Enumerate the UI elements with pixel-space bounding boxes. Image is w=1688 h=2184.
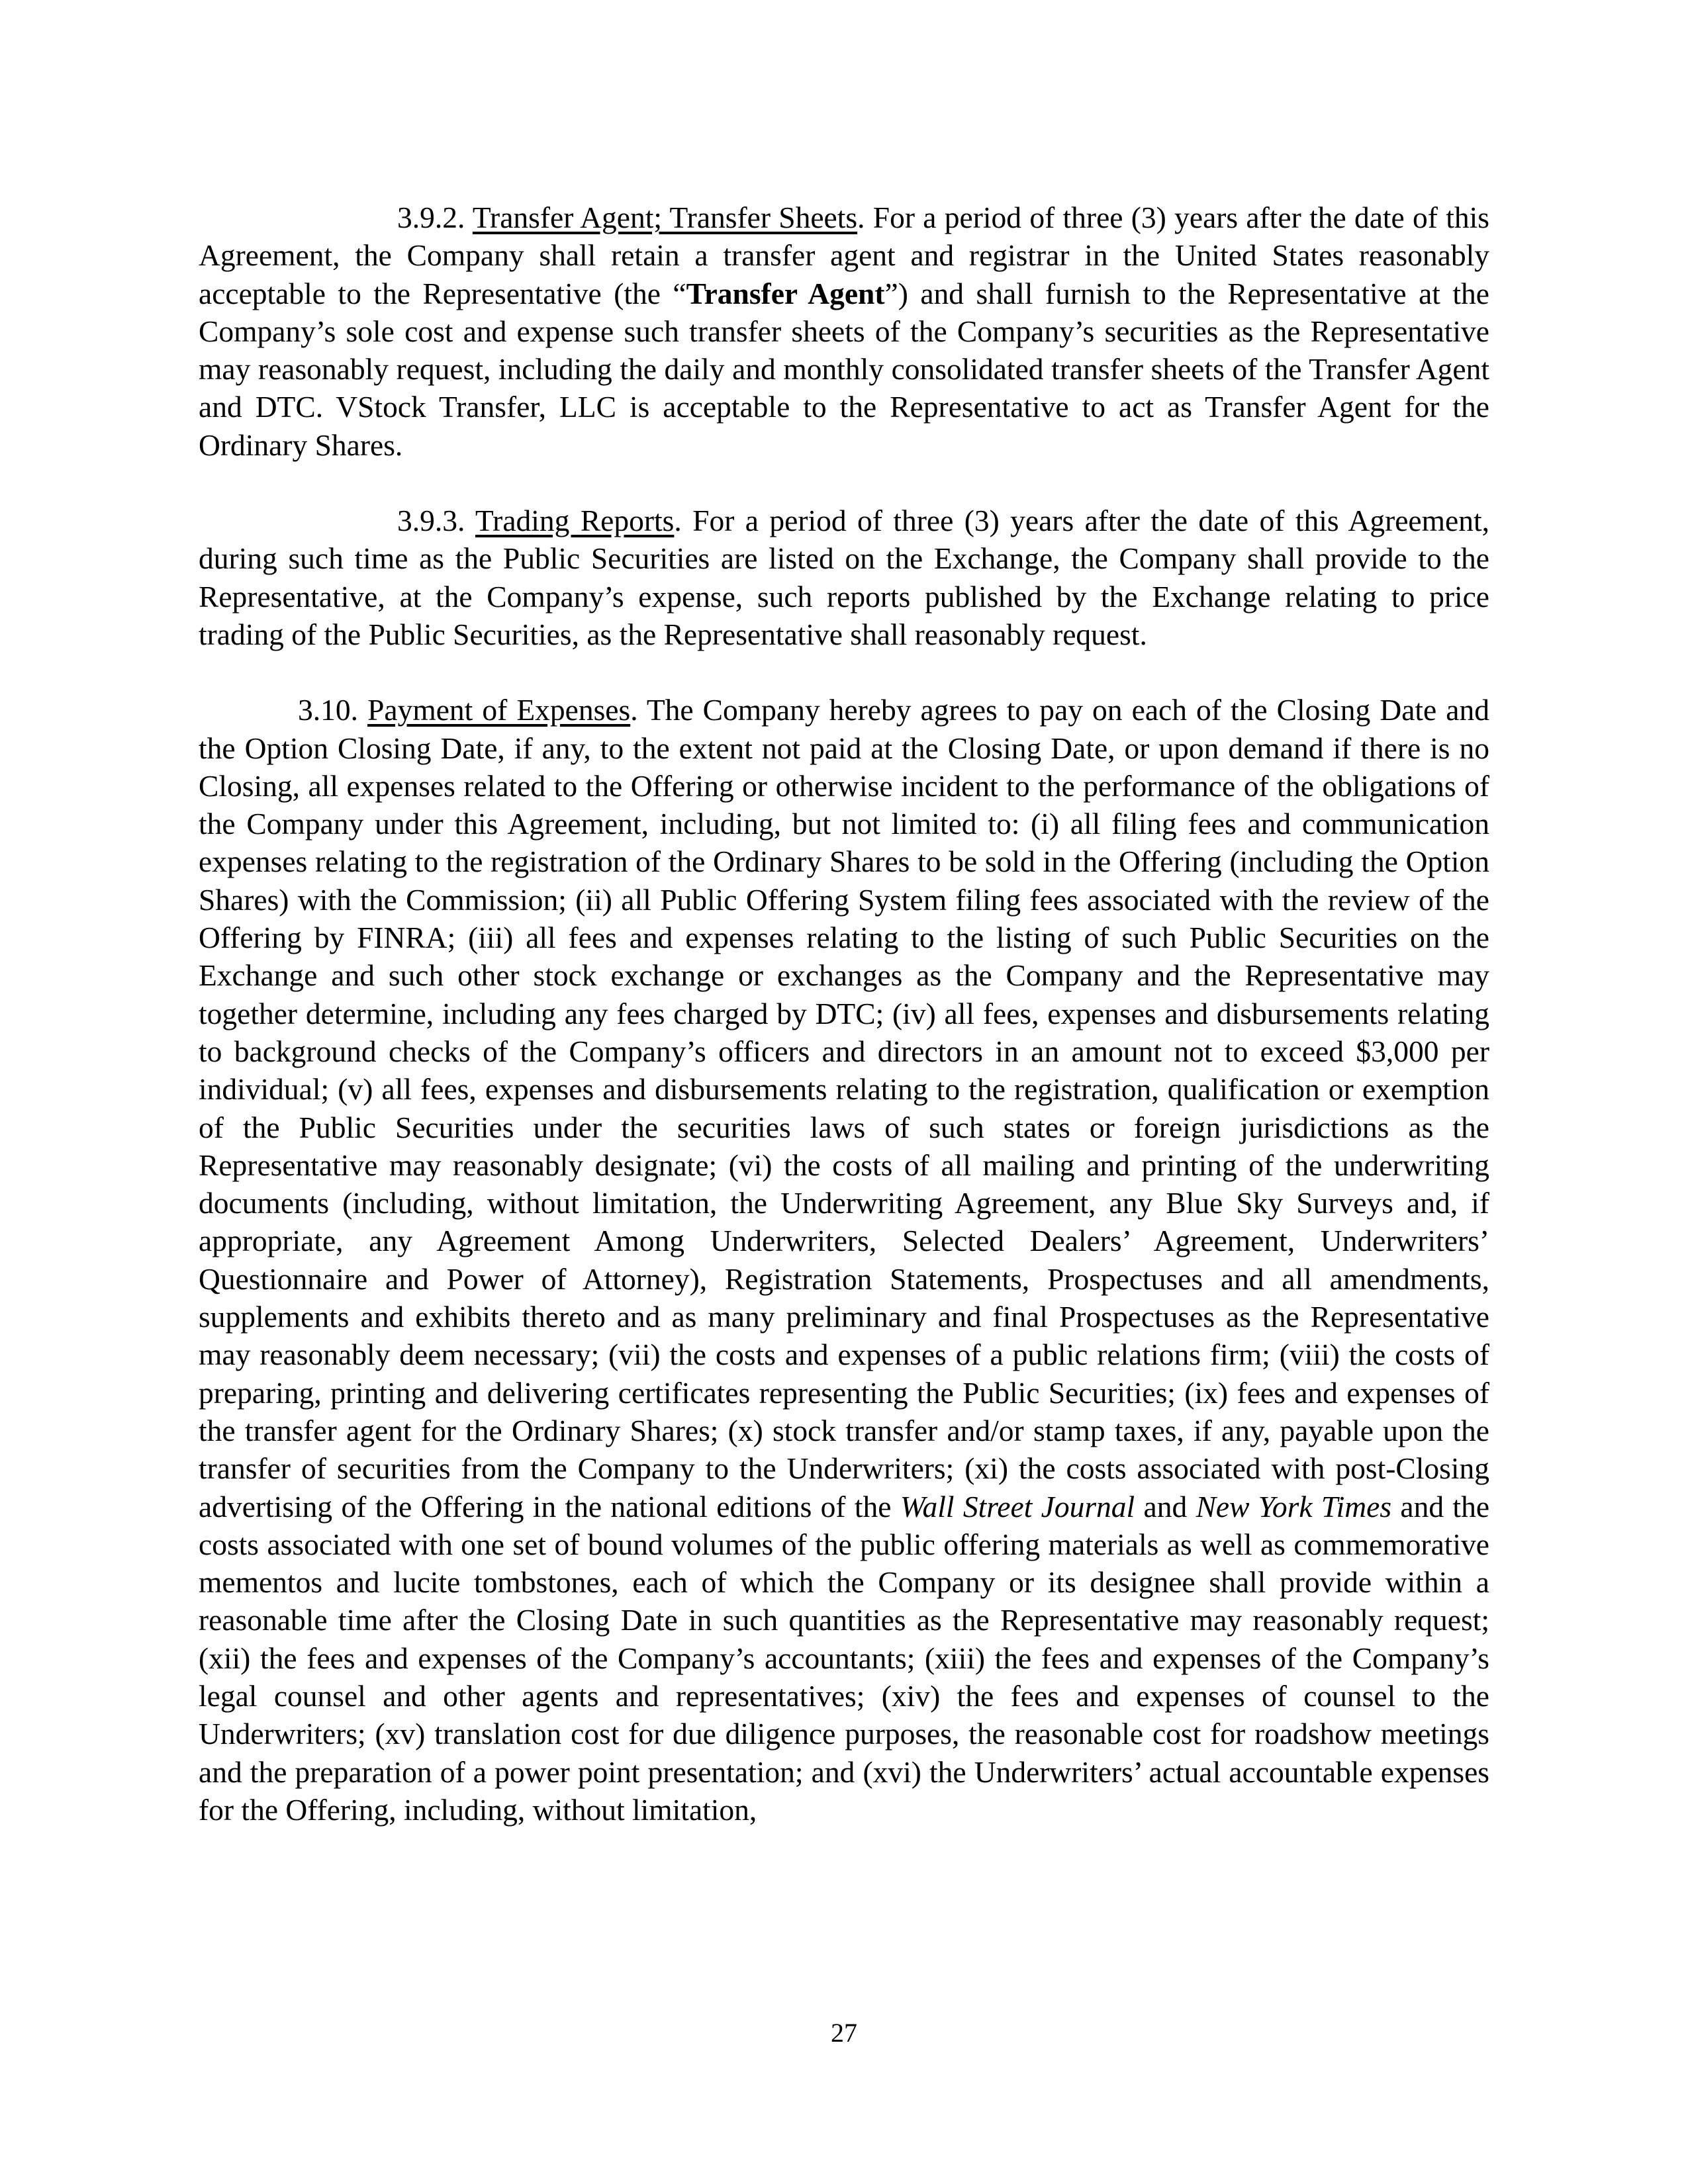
- section-text: For a period of three (3) years after the date of this Agreement, the Company shall retain a transfer agent and registrar in the United States reasonably acceptable to the Representative (the “: [199, 201, 1490, 310]
- section-text: For a period of three (3) years after the date of this Agreement, during such time as the Public Securities are listed on the Exchange, the Company shall provide to the Representative, at the Company’s expense, such reports published by the Exchange relating to price trading of the Public Securities, as the Representative shall reasonably request.: [199, 504, 1489, 651]
- section-text: ”) and shall furnish to the Representative at the Company’s sole cost and expense such transfer sheets of the Company’s securities as the Representative may reasonably request, including the daily and monthly consolidated transfer sheets of the Transfer Agent and DTC. VStock Transfer, LLC is acceptable to the Representative to act as Transfer Agent for the Ordinary Shares.: [199, 276, 1489, 462]
- section-number: 3.10.: [298, 693, 358, 727]
- section-text: The Company hereby agrees to pay on each of the Closing Date and the Option Closing Date, if any, to the extent not paid at the Closing Date, or upon demand if there is no Closing, all expenses related to the Offering or otherwise incident to the performance of the obligations of the Company under this Agreement, including, but not limited to: (i) all filing fees and communication expenses relating to the registration of the Ordinary Shares to be sold in the Offering (including the Option Shares) with the Commission; (ii) all Public Offering System filing fees associated with the review of the Offering by FINRA; (iii) all fees and expenses relating to the listing of such Public Securities on the Exchange and such other stock exchange or exchanges as the Company and the Representative may together determine, including any fees charged by DTC; (iv) all fees, expenses and disbursements relating to background checks of the Company’s officers and directors in an amount not to exceed $3,000 per individual; (v) all fees, expenses and disbursements relating to the registration, qualification or exemption of the Public Securities under the securities laws of such states or foreign jurisdictions as the Representative may reasonably designate; (vi) the costs of all mailing and printing of the underwriting documents (including, without limitation, the Underwriting Agreement, any Blue Sky Surveys and, if appropriate, any Agreement Among Underwriters, Selected Dealers’ Agreement, Underwriters’ Questionnaire and Power of Attorney), Registration Statements, Prospectuses and all amendments, supplements and exhibits thereto and as many preliminary and final Prospectuses as the Representative may reasonably deem necessary; (vii) the costs and expenses of a public relations firm; (viii) the costs of preparing, printing and delivering certificates representing the Public Securities; (ix) fees and expenses of the transfer agent for the Ordinary Shares; (x) stock transfer and/or stamp taxes, if any, payable upon the transfer of securities from the Company to the Underwriters; (xi) the costs associated with post-Closing advertising of the Offering in the national editions of the: [199, 693, 1490, 1524]
- section-text: and: [1143, 1489, 1188, 1524]
- section-3-9-2: 3.9.2. Transfer Agent; Transfer Sheets. For a period of three (3) years after the date of this Agreement, the Company shall retain a transfer agent and registrar in the United States reasonably acceptable to the Representative (the “Transfer Agent”) and shall furnish to the Representative at the Company’s sole cost and expense such transfer sheets of the Company’s securities as the Representative may reasonably request, including the daily and monthly consolidated transfer sheets of the Transfer Agent and DTC. VStock Transfer, LLC is acceptable to the Representative to act as Transfer Agent for the Ordinary Shares.: [199, 201, 1490, 462]
- section-3-10: 3.10. Payment of Expenses. The Company hereby agrees to pay on each of the Closing Date and the Option Closing Date, if any, to the extent not paid at the Closing Date, or upon demand if there is no Closing, all expenses related to the Offering or otherwise incident to the performance of the obligations of the Company under this Agreement, including, but not limited to: (i) all filing fees and communication expenses relating to the registration of the Ordinary Shares to be sold in the Offering (including the Option Shares) with the Commission; (ii) all Public Offering System filing fees associated with the review of the Offering by FINRA; (iii) all fees and expenses relating to the listing of such Public Securities on the Exchange and such other stock exchange or exchanges as the Company and the Representative may together determine, including any fees charged by DTC; (iv) all fees, expenses and disbursements relating to background checks of the Company’s officers and directors in an amount not to exceed $3,000 per individual; (v) all fees, expenses and disbursements relating to the registration, qualification or exemption of the Public Securities under the securities laws of such states or foreign jurisdictions as the Representative may reasonably designate; (vi) the costs of all mailing and printing of the underwriting documents (including, without limitation, the Underwriting Agreement, any Blue Sky Surveys and, if appropriate, any Agreement Among Underwriters, Selected Dealers’ Agreement, Underwriters’ Questionnaire and Power of Attorney), Registration Statements, Prospectuses and all amendments, supplements and exhibits thereto and as many preliminary and final Prospectuses as the Representative may reasonably deem necessary; (vii) the costs and expenses of a public relations firm; (viii) the costs of preparing, printing and delivering certificates representing the Public Securities; (ix) fees and expenses of the transfer agent for the Ordinary Shares; (x) stock transfer and/or stamp taxes, if any, payable upon the transfer of securities from the Company to the Underwriters; (xi) the costs associated with post-Closing advertising of the Offering in the national editions of the Wall Street Journal and New York Times and the costs associated with one set of bound volumes of the public offering materials as well as commemorative mementos and lucite tombstones, each of which the Company or its designee shall provide within a reasonable time after the Closing Date in such quantities as the Representative may reasonably request; (xii) the fees and expenses of the Company’s accountants; (xiii) the fees and expenses of the Company’s legal counsel and other agents and representatives; (xiv) the fees and expenses of counsel to the Underwriters; (xv) translation cost for due diligence purposes, the reasonable cost for roadshow meetings and the preparation of a power point presentation; and (xvi) the Underwriters’ actual accountable expenses for the Offering, including, without limitation,: [199, 693, 1490, 1827]
- section-text: and the costs associated with one set of bound volumes of the public offering materials as well as commemorative mementos and lucite tombstones, each of which the Company or its designee shall provide within a reasonable time after the Closing Date in such quantities as the Representative may reasonably request; (xii) the fees and expenses of the Company’s accountants; (xiii) the fees and expenses of the Company’s legal counsel and other agents and representatives; (xiv) the fees and expenses of counsel to the Underwriters; (xv) translation cost for due diligence purposes, the reasonable cost for roadshow meetings and the preparation of a power point presentation; and (xvi) the Underwriters’ actual accountable expenses for the Offering, including, without limitation,: [199, 1489, 1490, 1827]
- section-heading: Transfer Agent; Transfer Sheets: [472, 201, 858, 234]
- section-heading: Payment of Expenses: [367, 693, 631, 727]
- section-heading: Trading Reports: [475, 504, 675, 538]
- document-body: [199, 199, 1489, 1866]
- publication-title: New York Times: [1196, 1489, 1392, 1524]
- section-3-9-3: 3.9.3. Trading Reports. For a period of three (3) years after the date of this Agreement, during such time as the Public Securities are listed on the Exchange, the Company shall provide to the Representative, at the Company’s expense, such reports published by the Exchange relating to price trading of the Public Securities, as the Representative shall reasonably request.: [199, 504, 1489, 651]
- section-number: 3.9.2.: [397, 201, 465, 234]
- publication-title: Wall Street Journal: [900, 1489, 1135, 1524]
- page-number: 27: [831, 2018, 857, 2048]
- section-number: 3.9.3.: [397, 504, 465, 538]
- defined-term: Transfer Agent: [686, 276, 885, 310]
